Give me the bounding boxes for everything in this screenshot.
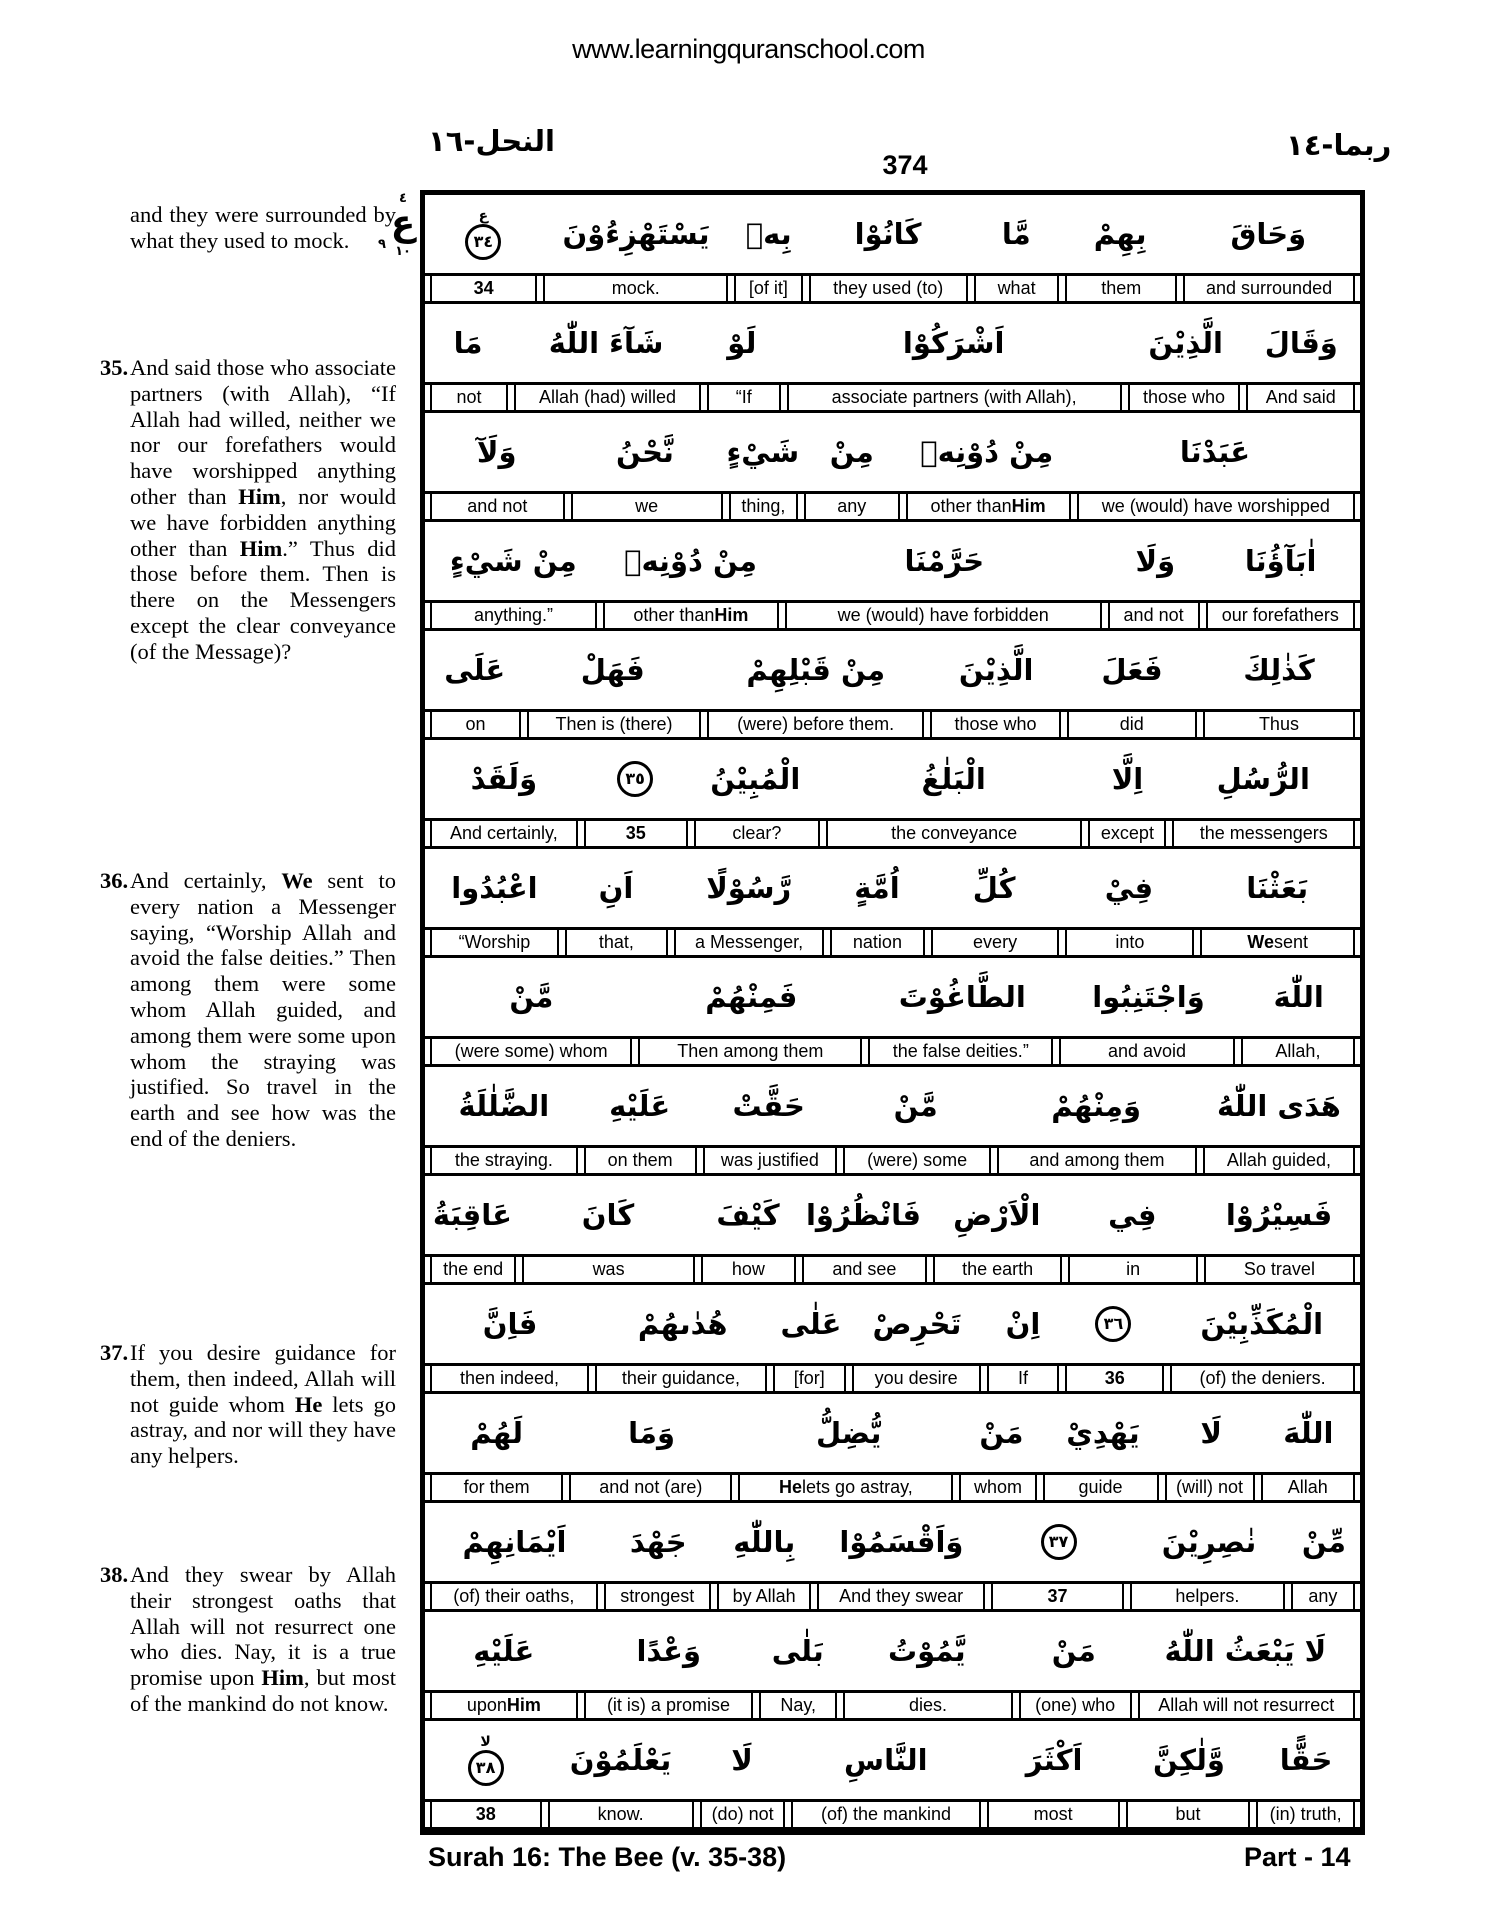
word-translation-cell: (it is) a promise <box>584 1693 753 1718</box>
word-translation-cell: our forefathers <box>1206 603 1355 628</box>
word-translation-row <box>425 1690 1360 1721</box>
arabic-word: مَا <box>453 326 483 360</box>
word-translation-cell: [for] <box>773 1366 846 1391</box>
arabic-word: مَّنْ <box>509 980 554 1014</box>
arabic-word: يَّمُوْتُ <box>888 1634 966 1668</box>
arabic-word: مَنْ <box>979 1416 1024 1450</box>
verse-end-marker <box>992 1524 1125 1560</box>
verse-end-circle-group <box>1095 1306 1131 1342</box>
word-translation-row <box>425 927 1360 958</box>
footer-part-number: Part - 14 <box>1244 1842 1351 1872</box>
footer-surah-title: Surah 16: The Bee (v. 35-38) <box>428 1842 787 1872</box>
arabic-word: مَنْ <box>1051 1634 1096 1668</box>
word-translation-row <box>425 1145 1360 1176</box>
word-translation-cell: Nay, <box>759 1693 837 1718</box>
word-translation-cell: you desire <box>852 1366 981 1391</box>
word-translation-cell: how <box>701 1257 796 1282</box>
arabic-line <box>425 1612 1360 1690</box>
arabic-word: لَا يَبْعَثُ اللّٰهُ <box>1164 1634 1327 1668</box>
arabic-word: حَقَّتْ <box>732 1089 805 1123</box>
verse-number-circle: ٣٧ <box>1041 1524 1077 1560</box>
word-translation-cell: 35 <box>584 821 688 846</box>
arabic-word: وَلَا <box>1135 544 1176 578</box>
arabic-word: رَّسُوْلًا <box>706 871 792 905</box>
word-translation-cell: we <box>571 494 723 519</box>
word-translation-cell: Allah guided, <box>1203 1148 1355 1173</box>
arabic-word: كَانُوْا <box>854 217 922 251</box>
verse-number: 35. <box>100 355 129 380</box>
word-translation-cell: not <box>430 385 508 410</box>
verse-number-circle: ٣٦ <box>1095 1306 1131 1342</box>
verse-end-circle-group <box>468 1735 504 1786</box>
word-translation-cell: and not <box>430 494 565 519</box>
arabic-word: وَاجْتَنِبُوا <box>1092 980 1205 1014</box>
word-translation-cell: was justified <box>703 1148 838 1173</box>
word-translation-cell: Then among them <box>638 1039 862 1064</box>
arabic-word: مِنْ دُوْنِهٖ <box>920 435 1054 469</box>
verse-number-circle: ٣٤ <box>465 224 501 260</box>
word-translation-row <box>425 382 1360 413</box>
arabic-word: لَهُمْ <box>470 1416 524 1450</box>
word-translation-cell: know. <box>548 1802 694 1827</box>
arabic-word: حَرَّمْنَا <box>904 544 985 578</box>
word-translation-cell: what <box>974 276 1060 301</box>
word-translation-row <box>425 818 1360 849</box>
arabic-word: الضَّلٰلَةُ <box>458 1089 550 1123</box>
word-translation-cell: Allah (had) willed <box>514 385 701 410</box>
verse-end-circle-group <box>465 209 501 260</box>
word-translation-cell: guide <box>1043 1475 1159 1500</box>
verse-translation-text: And certainly, We sent to every nation a Messenger saying, “Worship Allah and avoid the false deities.” Then among them were some whom Allah guided, and among them were some upon whom the straying was justified. So travel in the earth and see how was the end of the deniers. <box>130 868 396 1151</box>
verse-translation-text: If you desire guidance for them, then indeed, Allah will not guide whom He lets go astray, and nor will they have any helpers. <box>130 1340 396 1469</box>
arabic-word: اٰبَآؤُنَا <box>1244 544 1317 578</box>
word-translation-cell: then indeed, <box>430 1366 589 1391</box>
word-translation-cell: And they swear <box>817 1584 985 1609</box>
word-translation-cell: 34 <box>430 276 537 301</box>
verse-translation-text: and they were surrounded by what they used to mock. <box>130 202 396 253</box>
arabic-word: نٰصِرِيْنَ <box>1161 1525 1257 1559</box>
arabic-word: اَيْمَانِهِمْ <box>462 1525 567 1559</box>
verse-end-circle-group <box>1041 1524 1077 1560</box>
word-translation-cell: any <box>804 494 899 519</box>
arabic-word: يَعْلَمُوْنَ <box>569 1743 672 1777</box>
website-url: www.learningquranschool.com <box>572 34 925 64</box>
arabic-word: وَحَاقَ <box>1230 217 1307 251</box>
word-translation-cell: clear? <box>694 821 820 846</box>
arabic-line <box>425 1285 1360 1363</box>
arabic-word: مِنْ دُوْنِهٖ <box>624 544 757 578</box>
word-translation-cell: that, <box>565 930 668 955</box>
arabic-word: جَهْدَ <box>629 1525 687 1559</box>
arabic-word: اللّٰهَ <box>1273 980 1324 1014</box>
arabic-word: وَلَقَدْ <box>470 762 538 796</box>
quran-word-table <box>420 190 1365 1835</box>
verse-number-circle: ٣٨ <box>468 1750 504 1786</box>
word-translation-cell: [of it] <box>734 276 803 301</box>
arabic-word: عَاقِبَةُ <box>432 1198 512 1232</box>
arabic-word: مَّا <box>1001 217 1031 251</box>
word-translation-cell: 36 <box>1065 1366 1164 1391</box>
word-translation-cell: If <box>987 1366 1060 1391</box>
arabic-line <box>425 1176 1360 1254</box>
word-translation-cell: mock. <box>543 276 728 301</box>
word-translation-row <box>425 491 1360 522</box>
arabic-word: هَدَى اللّٰهُ <box>1217 1089 1341 1123</box>
word-translation-cell: upon Him <box>430 1693 578 1718</box>
verse-end-marker <box>1065 1306 1163 1342</box>
arabic-word: الرُّسُلِ <box>1216 762 1310 796</box>
arabic-line <box>425 958 1360 1036</box>
arabic-word: مَّنْ <box>893 1089 938 1123</box>
arabic-word: عَلَى <box>444 653 506 687</box>
word-translation-cell: the false deities.” <box>868 1039 1053 1064</box>
arabic-word: حَقًّا <box>1279 1743 1333 1777</box>
word-translation-cell: anything.” <box>430 603 597 628</box>
word-translation-cell: into <box>1065 930 1194 955</box>
arabic-line <box>425 740 1360 818</box>
arabic-word: مِنْ قَبْلِهِمْ <box>746 653 886 687</box>
ruku-ain-letter: ع <box>390 203 416 244</box>
word-translation-cell: thing, <box>729 494 798 519</box>
arabic-word: كَيْفَ <box>716 1198 780 1232</box>
verse-number-circle: ٣٥ <box>617 761 653 797</box>
verse-translation-text: And said those who associate partners (with Allah), “If Allah had willed, neither we nor our forefathers would have worshipped anything other than Him, nor would we have forbidden anything other than Him.” Thus did those before them. Then is there on the Messengers except the clear conveyance (of the Message)? <box>130 355 396 664</box>
arabic-word: بِهٖ <box>745 217 792 251</box>
word-translation-cell: those who <box>930 712 1060 737</box>
word-translation-cell: associate partners (with Allah), <box>787 385 1122 410</box>
word-translation-cell: in <box>1068 1257 1197 1282</box>
arabic-word: الْمُبِيْنُ <box>710 762 801 796</box>
word-translation-row <box>425 1472 1360 1503</box>
arabic-word: وَلَآ <box>476 435 517 469</box>
word-translation-cell: strongest <box>604 1584 711 1609</box>
arabic-word: هُدٰىهُمْ <box>637 1307 728 1341</box>
arabic-word: يَهْدِيْ <box>1066 1416 1140 1450</box>
word-translation-cell: and not (are) <box>569 1475 732 1500</box>
word-translation-cell: them <box>1065 276 1177 301</box>
arabic-line <box>425 1721 1360 1799</box>
word-translation-cell: on <box>430 712 521 737</box>
word-translation-cell: we (would) have worshipped <box>1077 494 1355 519</box>
word-translation-cell: was <box>522 1257 695 1282</box>
word-translation-cell: (were) before them. <box>707 712 924 737</box>
header-page-number: 374 <box>882 150 928 180</box>
arabic-word: فَمِنْهُمْ <box>705 980 798 1014</box>
verse-end-small-mark: ع <box>478 207 489 224</box>
word-translation-row <box>425 1581 1360 1612</box>
arabic-word: فَعَلَ <box>1101 653 1163 687</box>
arabic-word: يُّضِلُّ <box>816 1416 882 1450</box>
word-translation-row <box>425 1036 1360 1067</box>
arabic-word: مِنْ <box>829 435 874 469</box>
word-translation-cell: (of) their oaths, <box>430 1584 598 1609</box>
arabic-word: وَقَالَ <box>1264 326 1338 360</box>
word-translation-cell: their guidance, <box>595 1366 767 1391</box>
word-translation-row <box>425 1799 1360 1830</box>
word-translation-cell: Allah will not resurrect <box>1138 1693 1355 1718</box>
word-translation-cell: for them <box>430 1475 563 1500</box>
arabic-word: فَهَلْ <box>580 653 645 687</box>
arabic-word: فَاِنَّ <box>482 1307 538 1341</box>
arabic-word: بِهِمْ <box>1093 217 1147 251</box>
arabic-word: فِي <box>1108 1198 1157 1232</box>
arabic-line <box>425 1503 1360 1581</box>
arabic-word: اللّٰهَ <box>1283 1416 1334 1450</box>
arabic-word: الَّذِيْنَ <box>1148 326 1223 360</box>
arabic-word: عَبَدْنَا <box>1179 435 1251 469</box>
word-translation-cell: and surrounded <box>1183 276 1355 301</box>
word-translation-cell: other than Him <box>603 603 779 628</box>
ruku-number-bottom: ١٠ <box>395 244 411 259</box>
word-translation-cell: And certainly, <box>430 821 578 846</box>
arabic-word: شَآءَ اللّٰهُ <box>548 326 664 360</box>
word-translation-cell: whom <box>959 1475 1036 1500</box>
arabic-word: فَسِيْرُوْا <box>1225 1198 1333 1232</box>
header-juz-name-arabic: ربما-١٤ <box>1286 128 1392 162</box>
word-translation-cell: (one) who <box>1019 1693 1132 1718</box>
arabic-word: اعْبُدُوا <box>451 871 538 905</box>
arabic-word: وَمِنْهُمْ <box>1051 1089 1142 1123</box>
header-surah-name-arabic: النحل-١٦ <box>428 124 555 158</box>
word-translation-cell: 37 <box>991 1584 1124 1609</box>
arabic-line <box>425 304 1360 382</box>
word-translation-cell: and not <box>1108 603 1200 628</box>
ruku-number-side: ٩ <box>378 237 386 252</box>
word-translation-cell: “Worship <box>430 930 559 955</box>
arabic-word: اَكْثَرَ <box>1025 1743 1083 1777</box>
word-translation-cell: (were some) whom <box>430 1039 632 1064</box>
arabic-word: كُلِّ <box>972 871 1016 905</box>
arabic-word: بِاللّٰهِ <box>733 1525 796 1559</box>
ruku-number-top: ٤ <box>399 191 407 206</box>
arabic-word: وَّلٰكِنَّ <box>1153 1743 1225 1777</box>
word-translation-row <box>425 1363 1360 1394</box>
arabic-word: الَّذِيْنَ <box>958 653 1034 687</box>
word-translation-cell: any <box>1291 1584 1355 1609</box>
arabic-word: اُمَّةٍ <box>854 871 900 905</box>
word-translation-cell: (will) not <box>1165 1475 1255 1500</box>
verse-number: 36. <box>100 868 129 893</box>
word-translation-cell: and avoid <box>1059 1039 1235 1064</box>
arabic-word: لَا <box>1200 1416 1223 1450</box>
word-translation-cell: We sent <box>1200 930 1355 955</box>
word-translation-cell: except <box>1088 821 1166 846</box>
word-translation-cell: Allah <box>1261 1475 1355 1500</box>
word-translation-cell: the end <box>430 1257 516 1282</box>
word-translation-cell: those who <box>1128 385 1241 410</box>
word-translation-cell: the conveyance <box>826 821 1083 846</box>
word-translation-cell: (in) truth, <box>1256 1802 1355 1827</box>
arabic-word: فِيْ <box>1104 871 1154 905</box>
word-translation-cell: So travel <box>1204 1257 1355 1282</box>
arabic-word: تَحْرِصْ <box>872 1307 962 1341</box>
arabic-word: اَشْرَكُوْا <box>902 326 1005 360</box>
arabic-word: مِّنْ <box>1301 1525 1346 1559</box>
word-translation-cell: most <box>987 1802 1120 1827</box>
arabic-word: شَيْءٍ <box>726 435 800 469</box>
word-translation-cell: the straying. <box>430 1148 578 1173</box>
word-translation-cell: (of) the mankind <box>791 1802 980 1827</box>
arabic-line <box>425 1394 1360 1472</box>
arabic-word: وَمَا <box>628 1416 676 1450</box>
arabic-word: كَانَ <box>581 1198 635 1232</box>
word-translation-cell: 38 <box>430 1802 542 1827</box>
arabic-word: فَانْظُرُوْا <box>805 1198 921 1232</box>
word-translation-cell: And said <box>1246 385 1355 410</box>
verse-end-marker <box>584 761 687 797</box>
word-translation-cell: and among them <box>997 1148 1197 1173</box>
verse-translation-paragraph <box>100 1562 396 1717</box>
verse-translation-paragraph <box>100 355 396 665</box>
word-translation-cell: and see <box>802 1257 927 1282</box>
arabic-line <box>425 631 1360 709</box>
verse-end-marker <box>430 1735 541 1786</box>
verse-end-marker <box>430 209 537 260</box>
translation-column <box>100 0 396 1922</box>
word-translation-cell: nation <box>830 930 924 955</box>
arabic-word: اِلَّا <box>1111 762 1144 796</box>
arabic-line <box>425 1067 1360 1145</box>
word-translation-cell: but <box>1126 1802 1251 1827</box>
word-translation-cell: Allah, <box>1241 1039 1355 1064</box>
word-translation-cell: did <box>1067 712 1197 737</box>
arabic-word: لَا <box>731 1743 753 1777</box>
word-translation-cell: other than Him <box>906 494 1071 519</box>
word-translation-cell: the earth <box>933 1257 1062 1282</box>
arabic-word: عَلَيْهِ <box>609 1089 671 1123</box>
verse-translation-paragraph <box>100 202 396 254</box>
arabic-word: النَّاسِ <box>844 1743 928 1777</box>
arabic-word: بَعَثْنَا <box>1246 871 1309 905</box>
arabic-word: الْمُكَذِّبِيْنَ <box>1200 1307 1324 1341</box>
word-translation-cell: (were) some <box>843 1148 991 1173</box>
verse-end-circle-group <box>617 761 653 797</box>
arabic-word: وَاَقْسَمُوْا <box>839 1525 964 1559</box>
arabic-word: مِنْ شَيْءٍ <box>449 544 577 578</box>
word-translation-cell: “If <box>707 385 781 410</box>
word-translation-cell: on them <box>584 1148 697 1173</box>
arabic-line <box>425 849 1360 927</box>
arabic-word: اَنِ <box>598 871 634 905</box>
arabic-word: بَلٰى <box>771 1634 824 1668</box>
arabic-word: نَّحْنُ <box>615 435 674 469</box>
word-translation-cell: (of) the deniers. <box>1170 1366 1355 1391</box>
word-translation-row <box>425 1254 1360 1285</box>
arabic-word: الْبَلٰغُ <box>921 762 986 796</box>
arabic-word: عَلَيْهِ <box>473 1634 535 1668</box>
arabic-line <box>425 522 1360 600</box>
arabic-word: عَلٰى <box>780 1307 842 1341</box>
verse-end-small-mark: لا <box>480 1733 491 1750</box>
word-translation-cell: the messengers <box>1172 821 1355 846</box>
word-translation-cell: by Allah <box>717 1584 811 1609</box>
word-translation-cell: dies. <box>843 1693 1012 1718</box>
word-translation-cell: we (would) have forbidden <box>785 603 1102 628</box>
verse-translation-text: And they swear by Allah their strongest oaths that Allah will not resurrect one who dies. Nay, it is a true promise upon Him, but most of the mankind do not know. <box>130 1562 396 1716</box>
word-translation-cell: helpers. <box>1130 1584 1285 1609</box>
verse-translation-paragraph <box>100 868 396 1152</box>
arabic-word: اِنْ <box>1005 1307 1041 1341</box>
word-translation-cell: (do) not <box>700 1802 786 1827</box>
word-translation-cell: He lets go astray, <box>738 1475 953 1500</box>
word-translation-cell: Then is (there) <box>527 712 701 737</box>
word-translation-cell: a Messenger, <box>674 930 824 955</box>
word-translation-row <box>425 273 1360 304</box>
arabic-line <box>425 195 1360 273</box>
arabic-line <box>425 413 1360 491</box>
word-translation-row <box>425 709 1360 740</box>
verse-number: 38. <box>100 1562 129 1587</box>
arabic-word: كَذٰلِكَ <box>1243 653 1315 687</box>
arabic-word: الطَّاغُوْتَ <box>898 980 1026 1014</box>
arabic-word: لَوْ <box>727 326 757 360</box>
word-translation-cell: every <box>931 930 1060 955</box>
arabic-word: الْاَرْضِ <box>953 1198 1041 1232</box>
arabic-word: وَعْدًا <box>636 1634 701 1668</box>
word-translation-cell: Thus <box>1203 712 1355 737</box>
verse-number: 37. <box>100 1340 129 1365</box>
arabic-word: يَسْتَهْزِءُوْنَ <box>562 217 710 251</box>
verse-translation-paragraph <box>100 1340 396 1469</box>
word-translation-cell: they used (to) <box>809 276 968 301</box>
word-translation-row <box>425 600 1360 631</box>
